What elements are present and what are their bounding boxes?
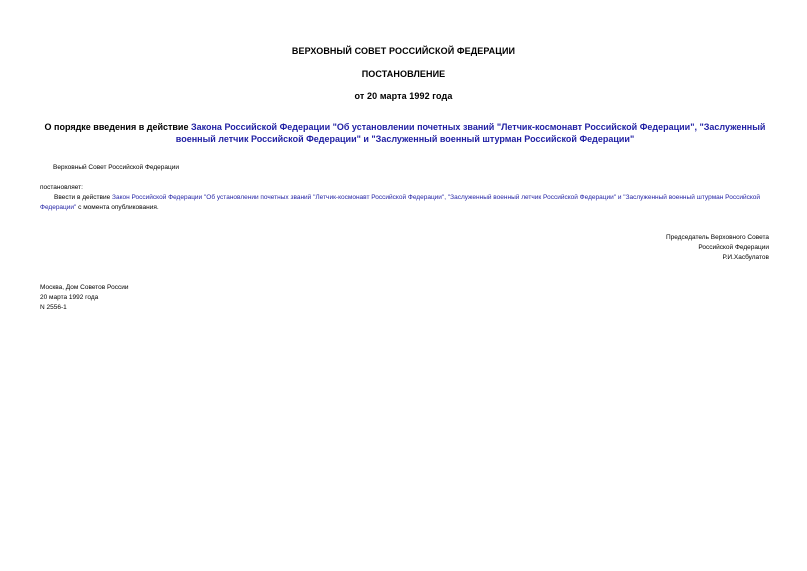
body-law-link[interactable]: Закон Российской Федерации "Об установлении почетных званий "Летчик-космонавт Российской Федерации", "Заслуженный военный летчик Российской Федерации" и "Заслуженный военный штурман Российской Федерации": [40, 194, 761, 211]
signature-title: Председатель Верховного Совета: [665, 234, 769, 241]
place-date-block: [40, 283, 128, 313]
document-type: ПОСТАНОВЛЕНИЕ: [361, 69, 446, 79]
document-subject: [40, 121, 770, 145]
subject-law-link[interactable]: Закона Российской Федерации "Об установлении почетных званий "Летчик-космонавт Российской Федерации", "Заслуженный военный летчик Российской Федерации" и "Заслуженный военный штурман Российской Федерации": [175, 122, 766, 144]
resolution-body: [40, 193, 772, 213]
signature-organization: Российской Федерации: [698, 244, 769, 251]
decrees-text: постановляет:: [40, 184, 83, 191]
footer-date: 20 марта 1992 года: [40, 294, 99, 301]
subject-prefix: О порядке введения в действие: [44, 122, 191, 132]
body-suffix: с момента опубликования.: [76, 204, 159, 211]
issuer-text: Верховный Совет Российской Федерации: [53, 164, 179, 171]
document-number: N 2556-1: [40, 304, 67, 311]
document-date: от 20 марта 1992 года: [354, 91, 453, 101]
body-prefix: Ввести в действие: [54, 194, 113, 201]
signature-name: Р.И.Хасбулатов: [722, 254, 769, 261]
place-text: Москва, Дом Советов России: [40, 284, 129, 291]
issuing-authority: ВЕРХОВНЫЙ СОВЕТ РОССИЙСКОЙ ФЕДЕРАЦИИ: [291, 46, 516, 56]
signature-block: [666, 233, 769, 263]
